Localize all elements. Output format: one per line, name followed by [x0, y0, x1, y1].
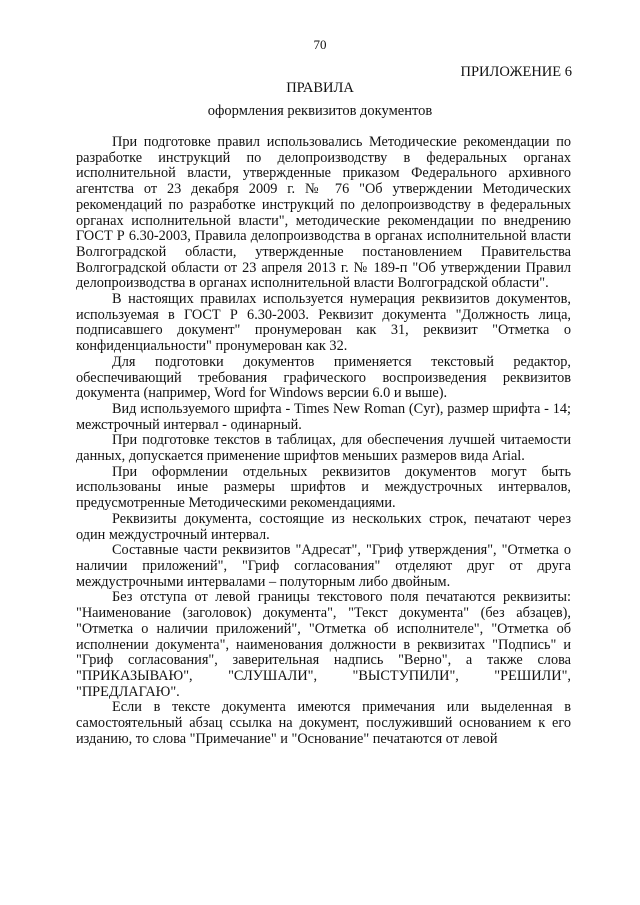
paragraph-font: Вид используемого шрифта - Times New Roman (Cyr), размер шрифта - 14; межстрочный интервал - одинарный. — [76, 400, 571, 433]
paragraph-tables: При подготовке текстов в таблицах, для обеспечения лучшей читаемости данных, допускается применение шрифтов меньших размеров вида Arial. — [76, 432, 571, 465]
paragraph-no-indent: Без отступа от левой границы текстового поля печатаются реквизиты: "Наименование (заголовок) документа", "Текст документа" (без абзацев), "Отметка о наличии приложений", "Отметка об исполнителе", "Отметка об исполнении документа", наименования должности в реквизитах "Подпись" и "Гриф согласования", заверительная надпись "Верно", а также слова "ПРИКАЗЫВАЮ", "СЛУШАЛИ", "ВЫСТУПИЛИ", "РЕШИЛИ", "ПРЕДЛАГАЮ". — [76, 589, 571, 700]
paragraph-sources: При подготовке правил использовались Методические рекомендации по разработке инструкций по делопроизводству в федеральных органах исполнительной власти, утвержденные приказом Федерального архивного агентства от 23 декабря 2009 г. № 76 "Об утверждении Методических рекомендаций по разработке инструкций по делопроизводству в федеральных органах исполнительной власти", методические рекомендации по внедрению ГОСТ Р 6.30-2003, Правила делопроизводства в органах исполнительной власти Волгоградской области, утвержденные постановлением Правительства Волгоградской области от 23 апреля 2013 г. № 189-п "Об утверждении Правил делопроизводства в органах исполнительной власти Волгоградской области". — [76, 134, 571, 292]
document-body — [76, 135, 571, 747]
paragraph-editor: Для подготовки документов применяется текстовый редактор, обеспечивающий требования графического воспроизведения реквизитов документа (например, Word for Windows версии 6.0 и выше). — [76, 353, 571, 402]
document-subtitle: оформления реквизитов документов — [207, 103, 433, 119]
paragraph-numbering: В настоящих правилах используется нумерация реквизитов документов, используемая в ГОСТ Р 6.30-2003. Реквизит документа "Должность лица, подписавшего документ" пронумерован как 31, реквизит "Отметка о конфиденциальности" пронумерован как 32. — [76, 291, 571, 355]
paragraph-other-sizes: При оформлении отдельных реквизитов документов могут быть использованы иные размеры шрифтов и междустрочных интервалов, предусмотренные Методическими рекомендациями. — [76, 463, 571, 512]
paragraph-multiline: Реквизиты документа, состоящие из нескольких строк, печатают через один междустрочный интервал. — [76, 510, 571, 543]
page-number: 70 — [313, 37, 327, 52]
paragraph-notes: Если в тексте документа имеются примечания или выделенная в самостоятельный абзац ссылка на документ, послуживший основанием к его изданию, то слова "Примечание" и "Основание" печатаются от левой — [76, 699, 571, 747]
paragraph-components: Составные части реквизитов "Адресат", "Гриф утверждения", "Отметка о наличии приложений", "Гриф согласования" отделяют друг от друга междустрочными интервалами – полуторным либо двойным. — [76, 542, 571, 590]
document-title: ПРАВИЛА — [286, 80, 354, 96]
appendix-label: ПРИЛОЖЕНИЕ 6 — [460, 64, 572, 80]
